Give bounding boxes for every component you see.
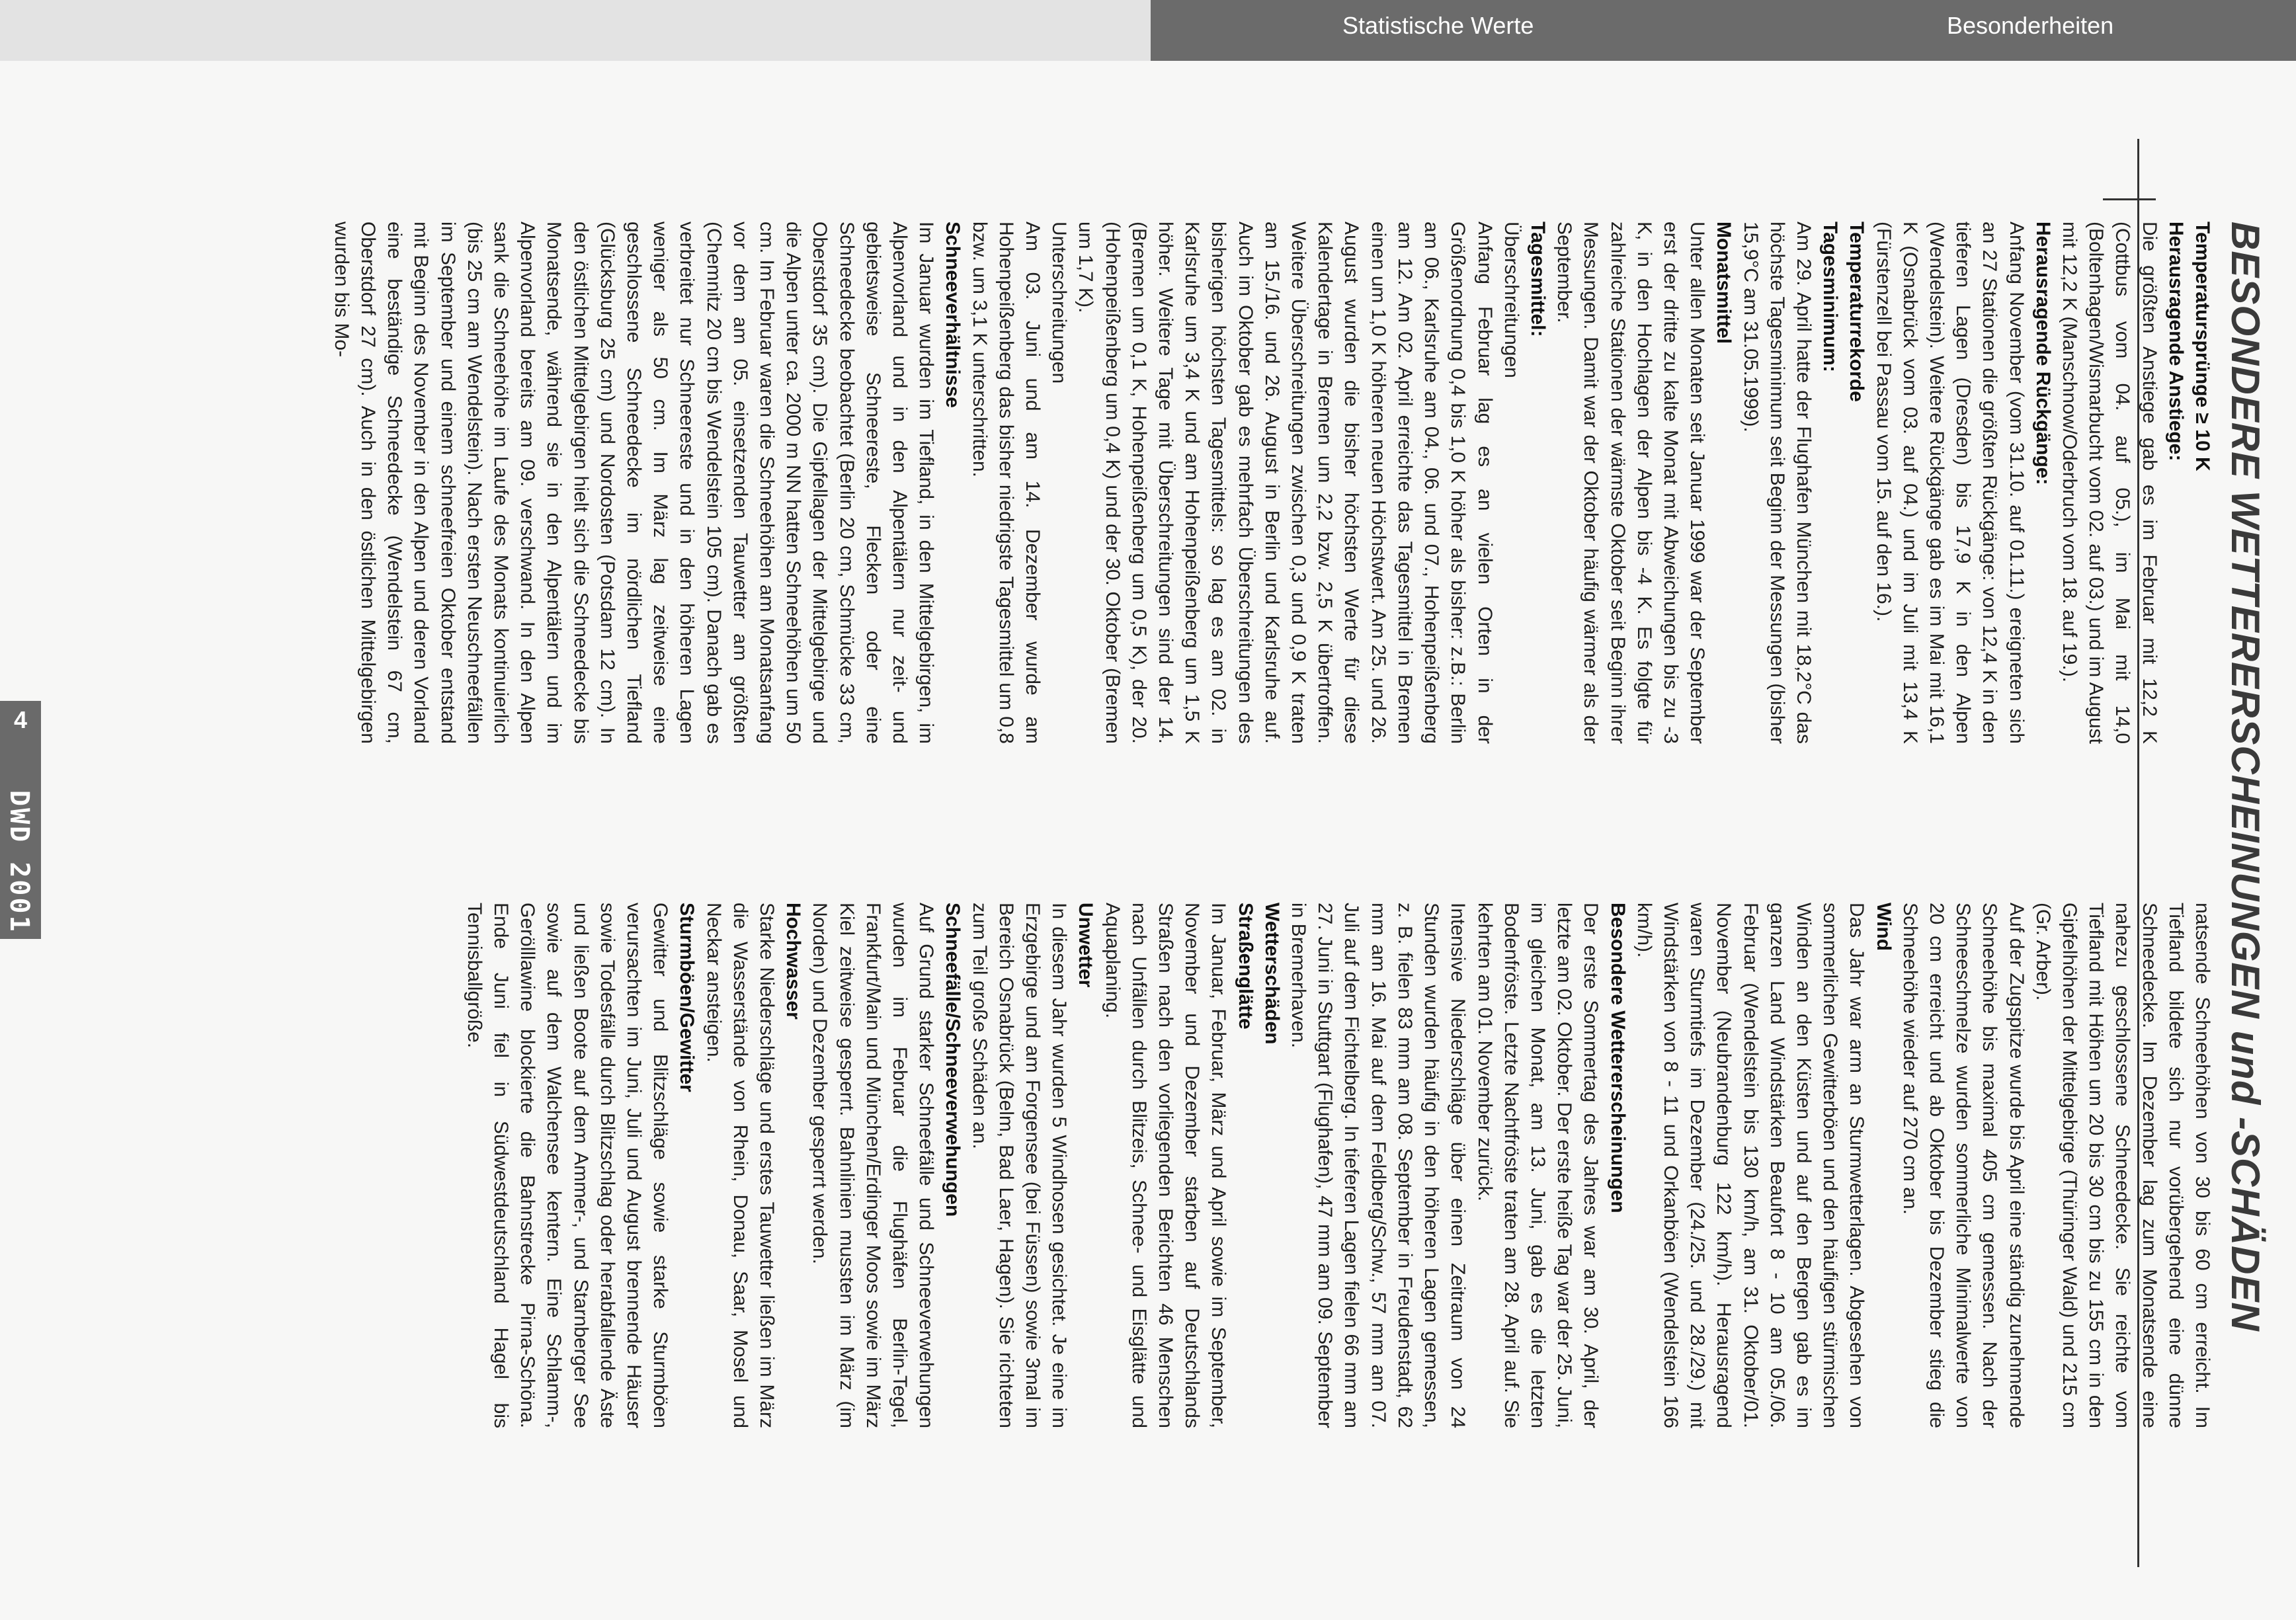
paragraph-road-ice: Im Januar, Februar, März und April sowie im September, November und Dezember starben auf Deutschlands Straßen nach den vorliegenden Berichten 46 Menschen nach Unfällen durch Blitzeis, Schnee- und Eisglätte und Aquaplaning. — [1101, 903, 1230, 1428]
heading-snowfall: Schneefälle/Schneeverwehungen — [942, 903, 964, 1217]
heading-gusts-thunderstorms: Sturmböen/Gewitter — [676, 903, 698, 1092]
heading-snow: Schneeverhältnisse — [942, 222, 964, 408]
heading-temperature-records: Temperaturrekorde — [1846, 222, 1868, 402]
heading-weather-damage: Wetterschäden — [1260, 903, 1283, 1045]
heading-special-phenomena: Besondere Wettererscheinungen — [1606, 903, 1629, 1213]
heading-flood: Hochwasser — [782, 903, 805, 1020]
dwd-year-label: DWD 2001 — [4, 790, 34, 934]
section-tab-bar — [1151, 0, 2296, 61]
paragraph-heavy-rain: Intensive Niederschläge über einen Zeitraum von 24 Stunden wurden häufig in den höheren Lagen gemessen, z. B. fielen 83 mm am 08. September in Freudenstadt, 62 mm am 16. Mai auf dem Feldberg/Schw., 57 mm am 07. Juli auf dem Fichtelberg. In tieferen Lagen fielen 66 mm am 27. Juni in Stuttgart (Flughafen), 47 mm am 09. September in Bremerhaven. — [1288, 903, 1469, 1428]
paragraph-flood: Starke Niederschläge und erstes Tauwetter ließen im März die Wasserstände von Rhein, Donau, Saar, Mosel und Neckar ansteigen. — [702, 903, 778, 1428]
paragraph-severe-weather: In diesem Jahr wurden 5 Windhosen gesichtet. Je eine im Erzgebirge und am Forgensee (bei Füssen) sowie 3mal im Bereich Osnabrück (Belm, Bad Laer, Hagen). Sie richteten zum Teil große Schäden an. — [968, 903, 1071, 1428]
heading-severe-weather: Unwetter — [1075, 903, 1097, 988]
corner-rule-horizontal — [2103, 198, 2156, 200]
paragraph-rises: Die größten Anstiege gab es im Februar mit 12,2 K (Cottbus vom 04. auf 05.), im Mai mit 14,0 (Boltenhagen/Wismarbucht vom 02. auf 03.) und im August mit 12,2 K (Manschnow/Oderbruch vom 18. auf 19.). — [2058, 222, 2160, 744]
paragraph-zugspitze: Auf der Zugspitze wurde bis April eine ständig zunehmende Schneehöhe bis maximal 405 cm gemessen. Nach der Schneeschmelze wurden sommerliche Minimalwerte von 20 cm erreicht und ab Oktober bis Dezember stieg die Schneehöhe wieder auf 270 cm an. — [1899, 903, 2028, 1428]
paragraph-snow-continued: natsende Schneehöhen von 30 bis 60 cm erreicht. Im Tiefland bildete sich nur vorübergehend eine dünne Schneedecke. Im Dezember lag zum Monatsende eine nahezu geschlossene Schneedecke. Sie reichte vom Tiefland mit Höhen um 20 bis 30 cm bis zu 155 cm in den Gipfelhöhen der Mittelgebirge (Thüringer Wald) und 215 cm (Gr. Arber). — [2031, 903, 2213, 1428]
heading-temperature-jumps: Temperatursprünge ≥ 10 K — [2192, 222, 2213, 471]
tab-special-events[interactable]: Besonderheiten — [1947, 12, 2114, 39]
heading-monthly-mean: Monatsmittel — [1713, 222, 1735, 344]
heading-road-ice: Straßenglätte — [1234, 903, 1256, 1030]
header-shade — [0, 0, 1151, 61]
heading-daily-mean: Tagesmittel: — [1526, 222, 1549, 337]
paragraph-shortfalls: Am 03. Juni und am 14. Dezember wurde am Hohenpeißenberg das bisher niedrigste Tagesmittel um 0,8 bzw. um 3,1 K unterschritten. — [968, 222, 1044, 744]
paragraph-snowfall: Auf Grund starker Schneefälle und Schneeverwehungen wurden im Februar die Flughäfen Berlin-Tegel, Frankfurt/Main und München/Erdinger Moos sowie im März Kiel zeitweise gesperrt. Bahnlinien mussten im März (im Norden) und Dezember gesperrt werden. — [809, 903, 938, 1428]
paragraph-gusts-thunderstorms: Gewitter und Blitzschläge sowie starke Sturmböen verursachten im Juni, Juli und August brennende Häuser sowie Todesfälle durch Blitzschlag oder herabfallende Äste und ließen Boote auf dem Ammer-, und Starnberger See sowie auf dem Walchensee kentern. Eine Schlamm-, Gerölllawine blockierte die Bahnstrecke Pirna-Schöna. Ende Juni fiel in Südwestdeutschland Hagel bis Tennisballgröße. — [463, 903, 672, 1428]
paragraph-falls: Anfang November (vom 31.10. auf 01.11.) ereigneten sich an 27 Stationen die größten Rückgänge: von 12,4 K in den tieferen Lagen (Dresden) bis 17,9 K in den Alpen (Wendelstein). Weitere Rückgänge gab es im Mai mit 16,1 K (Osnabrück vom 03. auf 04.) und im Juli mit 13,4 K (Fürstenzell bei Passau vom 15. auf den 16.). — [1872, 222, 2028, 744]
text-column-right — [99, 903, 2215, 1428]
paragraph-snow: Im Januar wurden im Tiefland, in den Mittelgebirgen, im Alpenvorland und in den Alpentälern nur zeit- und gebietsweise Schneereste, Flecken oder eine Schneedecke beobachtet (Berlin 20 cm, Schmücke 33 cm, Oberstdorf 35 cm). Die Gipfellagen der Mittelgebirge und die Alpen unter ca. 2000 m NN hatten Schneehöhen um 50 cm. Im Februar waren die Schneehöhen am Monatsanfang vor dem am 05. einsetzenden Tauwetter am größten (Chemnitz 20 cm bis Wendelstein 105 cm). Danach gab es verbreitet nur Schneereste und in den höheren Lagen weniger als 50 cm. Im März lag zeitweise eine geschlossene Schneedecke im nördlichen Tiefland (Glücksburg 25 cm) und Nordosten (Potsdam 12 cm). In den östlichen Mittelgebirgen hielt sich die Schneedecke bis Monatsende, während sie in den Alpentälern und im Alpenvorland bereits am 09. verschwand. In den Alpen sank die Schneehöhe im Laufe des Monats kontinuierlich (bis 25 cm am Wendelstein). Nach ersten Neuschneefällen im September und einem schneefreien Oktober entstand mit Beginn des November in den Alpen und deren Vorland eine beständige Schneedecke (Wendelstein 67 cm, Oberstdorf 27 cm). Auch in den östlichen Mittelgebirgen wurden bis Mo- — [330, 222, 938, 744]
tab-statistics[interactable]: Statistische Werte — [1342, 12, 1534, 39]
heading-falls: Herausragende Rückgänge: — [2031, 222, 2054, 485]
paragraph-special-phenomena: Der erste Sommertag des Jahres war am 30. April, der letzte am 02. Oktober. Der erste heiße Tag war der 25. Juni, im gleichen Monat, am 13. Juni, gab es die letzten Bodenfröste. Letzte Nachtfröste traten am 28. April auf. Sie kehrten am 01. November zurück. — [1473, 903, 1602, 1428]
paragraph-wind: Das Jahr war arm an Sturmwetterlagen. Abgesehen von sommerlichen Gewitterböen und den häufigen stürmischen Winden an den Küsten und auf den Bergen gab es im ganzen Land Windstärken Beaufort 8 - 10 am 05./06. Februar (Wendelstein bis 130 km/h, am 31. Oktober/01. November (Neubrandenburg 122 km/h). Herausragend waren Sturmtiefs im Dezember (24./25. und 28./29.) mit Windstärken von 8 - 11 und Orkanböen (Wendelstein 166 km/h). — [1633, 903, 1868, 1428]
paragraph-monthly-mean: Unter allen Monaten seit Januar 1999 war der September erst der dritte zu kalte Monat mit Abweichungen bis zu -3 K, in den Hochlagen der Alpen bis -4 K. Es folgte für zahlreiche Stationen der wärmste Oktober seit Beginn ihrer Messungen. Damit war der Oktober häufig wärmer als der September. — [1553, 222, 1709, 744]
paragraph-exceedances: Anfang Februar lag es an vielen Orten in der Größenordnung 0,4 bis 1,0 K höher als bisher: z.B.: Berlin am 06., Karlsruhe am 04., 06. und 07., Hohenpeißenberg am 12. Am 02. April erreichte das Tagesmittel in Bremen einen um 1,0 K höheren neuen Höchstwert. Am 25. und 26. August wurden die bisher höchsten Werte für diese Kalendertage in Bremen um 2,2 bzw. 2,5 K übertroffen. Weitere Überschreitungen zwischen 0,3 und 0,9 K traten am 15./16. und 26. August in Berlin und Karlsruhe auf. Auch im Oktober gab es mehrfach Überschreitungen des bisherigen höchsten Tagesmittels: so lag es am 02. in Karlsruhe um 3,4 K und am Hohenpeißenberg um 1,5 K höher. Weitere Tage mit Überschreitungen sind der 14. (Bremen um 0,1 K, Hohenpeißenberg um 0,5 K), der 20. (Hohenpeißenberg um 0,4 K) und der 30. Oktober (Bremen um 1,7 K). — [1075, 222, 1496, 744]
text-column-left — [99, 222, 2215, 744]
page-title: BESONDERE WETTERERSCHEINUNGEN und -SCHÄDEN — [2223, 222, 2268, 1332]
heading-wind: Wind — [1872, 903, 1895, 952]
heading-daily-minimum: Tagesminimum: — [1819, 222, 1842, 372]
page-number: 4 — [13, 706, 28, 733]
rotated-content — [106, 222, 2268, 1428]
label-shortfalls: Unterschreitungen — [1048, 222, 1071, 384]
paragraph-daily-minimum: Am 29. April hatte der Flughafen München mit 18,2°C das höchste Tagesminimum seit Beginn der Messungen (bisher 15,9°C am 31.05.1999). — [1739, 222, 1815, 744]
label-exceedances: Überschreitungen — [1500, 222, 1522, 378]
heading-rises: Herausragende Anstiege: — [2164, 222, 2187, 462]
